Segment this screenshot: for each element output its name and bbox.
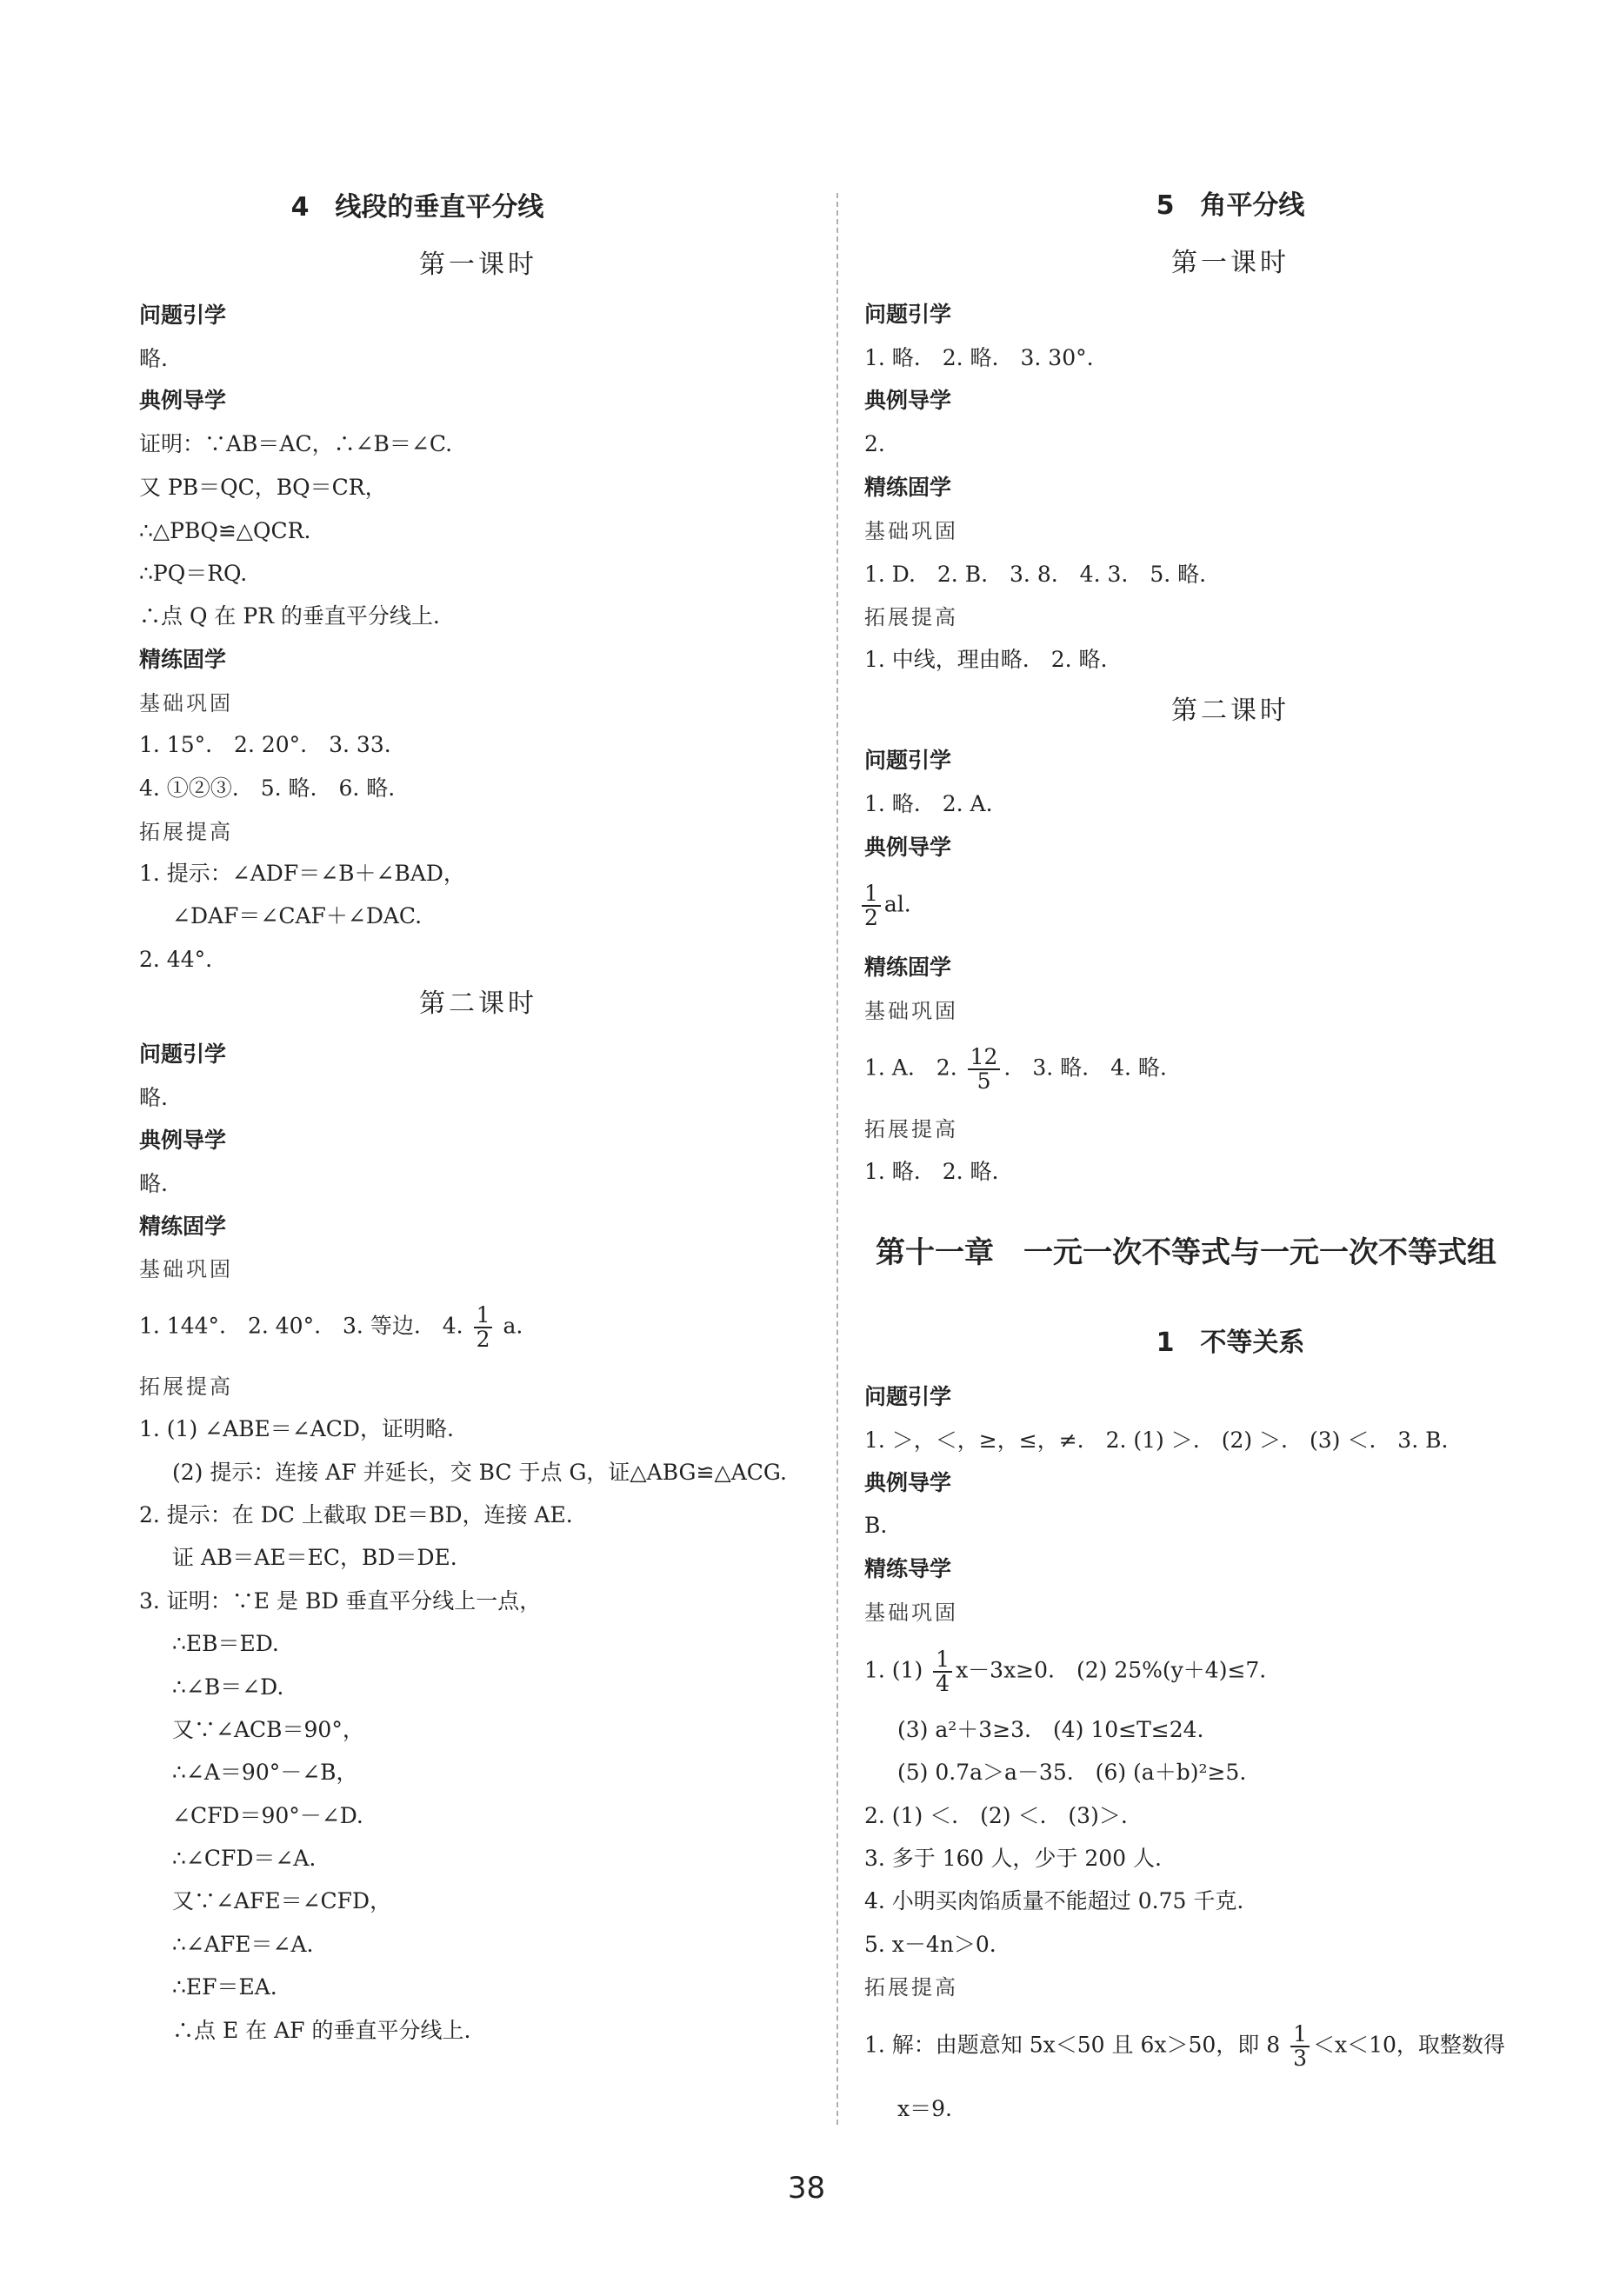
question-answer: 略. xyxy=(139,346,168,371)
practice-heading: 精练固学 xyxy=(864,475,952,500)
answer-line: ∴EB＝ED. xyxy=(172,1631,279,1656)
example-heading: 典例导学 xyxy=(864,835,952,860)
answer-line: ∴点 E 在 AF 的垂直平分线上. xyxy=(172,2018,471,2043)
fraction: $\frac{1}{3}$ xyxy=(1290,2023,1310,2070)
extension-subheading: 拓展提高 xyxy=(139,820,233,844)
lesson-1-title: 第一课时 xyxy=(419,250,537,280)
proof-line: 证明：∵AB＝AC，∴∠B＝∠C. xyxy=(139,431,453,456)
section-4-title: 4 线段的垂直平分线 xyxy=(290,192,544,223)
extension-subheading: 拓展提高 xyxy=(864,1975,958,2000)
question-answer: 略. xyxy=(139,1085,168,1110)
answer-line: 4. 小明买肉馅质量不能超过 0.75 千克. xyxy=(864,1888,1244,1913)
basic-subheading: 基础巩固 xyxy=(139,1257,233,1281)
practice-heading: 精练固学 xyxy=(864,955,952,980)
question-answer: 1. 略. 2. 略. 3. 30°. xyxy=(864,345,1094,370)
answer-line: 1. (1) ∠ABE＝∠ACD，证明略. xyxy=(139,1416,454,1441)
example-answer: 略. xyxy=(139,1171,168,1196)
answer-line: 2. (1) ＜. (2) ＜. (3)＞. xyxy=(864,1803,1128,1828)
example-answer-fraction: $\frac{1}{2}$ al. xyxy=(858,882,911,929)
question-answer: 1. ＞，＜，≥，≤，≠. 2. (1) ＞. (2) ＞. (3) ＜. 3. B. xyxy=(864,1428,1449,1453)
practice-heading: 精练固学 xyxy=(139,1214,227,1239)
answer-line: x＝9. xyxy=(897,2096,952,2121)
answer-line-with-fraction: 1. A. 2. $\frac{12}{5}$ . 3. 略. 4. 略. xyxy=(864,1044,1167,1094)
extension-subheading: 拓展提高 xyxy=(864,605,958,629)
question-intro-heading: 问题引学 xyxy=(864,302,952,327)
answer-line: (2) 提示：连接 AF 并延长，交 BC 于点 G，证△ABG≌△ACG. xyxy=(172,1460,787,1485)
proof-line: 又 PB＝QC，BQ＝CR， xyxy=(139,475,387,500)
answer-line: (5) 0.7a＞a－35. (6) (a＋b)²≥5. xyxy=(897,1760,1247,1785)
basic-subheading: 基础巩固 xyxy=(139,691,233,715)
answer-line: 2. 提示：在 DC 上截取 DE＝BD，连接 AE. xyxy=(139,1502,573,1527)
answer-line: ∴∠AFE＝∠A. xyxy=(172,1932,314,1957)
answer-line: ∴∠B＝∠D. xyxy=(172,1674,284,1700)
answer-line: 1. 15°. 2. 20°. 3. 33. xyxy=(139,732,391,757)
proof-line: ∴△PBQ≌△QCR. xyxy=(139,518,311,543)
section-1-title: 1 不等关系 xyxy=(1156,1328,1305,1358)
example-answer: B. xyxy=(864,1513,888,1538)
answer-line: 又∵∠ACB＝90°， xyxy=(172,1717,364,1742)
question-intro-heading: 问题引学 xyxy=(139,303,227,328)
lesson-1-title: 第一课时 xyxy=(1171,248,1290,278)
answer-line: 3. 多于 160 人，少于 200 人. xyxy=(864,1846,1162,1871)
answer-line: ∴∠A＝90°－∠B， xyxy=(172,1760,358,1785)
answer-line: ∠DAF＝∠CAF＋∠DAC. xyxy=(172,903,423,928)
extension-subheading: 拓展提高 xyxy=(139,1374,233,1399)
answer-line: 5. x－4n＞0. xyxy=(864,1932,996,1957)
lesson-2-title: 第二课时 xyxy=(1171,695,1290,726)
example-heading: 典例导学 xyxy=(139,388,227,413)
section-5-title: 5 角平分线 xyxy=(1156,190,1305,221)
basic-subheading: 基础巩固 xyxy=(864,1601,958,1625)
answer-line-with-fraction: 1. 144°. 2. 40°. 3. 等边. 4. $\frac{1}{2}$ a. xyxy=(139,1302,523,1352)
question-intro-heading: 问题引学 xyxy=(864,1384,952,1409)
chapter-title: 第十一章 一元一次不等式与一元一次不等式组 xyxy=(876,1235,1496,1270)
answer-line: ∴∠CFD＝∠A. xyxy=(172,1846,317,1871)
example-heading: 典例导学 xyxy=(139,1128,227,1153)
right-column xyxy=(848,0,1613,2296)
question-intro-heading: 问题引学 xyxy=(864,748,952,773)
answer-line: 4. ①②③. 5. 略. 6. 略. xyxy=(139,775,396,801)
fraction: $\frac{1}{2}$ xyxy=(474,1304,493,1351)
fraction: $\frac{12}{5}$ xyxy=(968,1046,1001,1093)
answer-line: ∴EF＝EA. xyxy=(172,1974,277,2000)
answer-line: 1. 提示：∠ADF＝∠B＋∠BAD， xyxy=(139,861,465,886)
answer-line: ∠CFD＝90°－∠D. xyxy=(172,1803,363,1828)
basic-subheading: 基础巩固 xyxy=(864,999,958,1023)
answer-line: (3) a²＋3≥3. (4) 10≤T≤24. xyxy=(897,1717,1204,1742)
extension-subheading: 拓展提高 xyxy=(864,1117,958,1141)
basic-subheading: 基础巩固 xyxy=(864,519,958,543)
answer-line-with-fraction: 1. (1) $\frac{1}{4}$ x－3x≥0. (2) 25%(y＋4)≤7. xyxy=(864,1647,1267,1696)
fraction: $\frac{1}{4}$ xyxy=(933,1648,952,1695)
question-answer: 1. 略. 2. A. xyxy=(864,791,993,816)
question-intro-heading: 问题引学 xyxy=(139,1042,227,1067)
answer-line: 3. 证明：∵E 是 BD 垂直平分线上一点， xyxy=(139,1588,542,1614)
proof-line: ∴PQ＝RQ. xyxy=(139,561,248,586)
column-divider xyxy=(836,193,838,2125)
practice-heading: 精练固学 xyxy=(139,647,227,672)
answer-line: 又∵∠AFE＝∠CFD， xyxy=(172,1888,392,1913)
answer-line-with-fraction: 1. 解：由题意知 5x＜50 且 6x＞50，即 8 $\frac{1}{3}$ ＜x＜10，取整数得 xyxy=(864,2021,1505,2071)
practice-heading: 精练导学 xyxy=(864,1556,952,1581)
fraction: $\frac{1}{2}$ xyxy=(862,882,881,929)
answer-line: 证 AB＝AE＝EC，BD＝DE. xyxy=(172,1545,457,1570)
page-number: 38 xyxy=(787,2171,826,2206)
example-heading: 典例导学 xyxy=(864,1470,952,1495)
answer-line: 1. D. 2. B. 3. 8. 4. 3. 5. 略. xyxy=(864,562,1207,587)
lesson-2-title: 第二课时 xyxy=(419,988,537,1019)
proof-line: ∴点 Q 在 PR 的垂直平分线上. xyxy=(139,603,440,629)
answer-line: 1. 中线，理由略. 2. 略. xyxy=(864,647,1108,672)
answer-line: 2. 44°. xyxy=(139,947,213,972)
example-heading: 典例导学 xyxy=(864,388,952,413)
answer-line: 1. 略. 2. 略. xyxy=(864,1159,999,1184)
example-answer: 2. xyxy=(864,431,885,456)
